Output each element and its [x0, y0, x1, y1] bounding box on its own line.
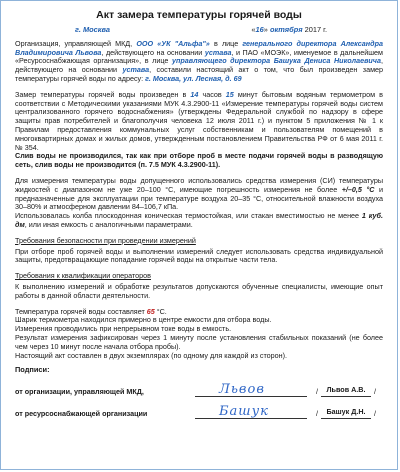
measure-hours: 14	[190, 89, 199, 99]
instr-text-1: Для измерения температуры воды допущенного использовались средства измерения (СИ) температуры жидкостей с диапазоном не уже 20–100 °С, имеющие погрешность измерения не более	[15, 175, 383, 194]
result-detail-1: Шарик термометра находился примерно в центре емкости для отбора воды.	[15, 315, 272, 325]
measure-text-3: минут бытовым водяным термометром в соответствии с Методическими указаниями МУК 4.3.2900-11 «Измерение температуры горячей воды систем централизованного горячего водоснабжения» (утверждены Федеральной службой по надзору в сфере защиты прав потребителей и благополучия человека 12 июля 2011 г.) и пунктом 5 приложения № 1 к Правилам предоставления коммунальных услуг собственникам и пользователям помещений в многоквартирных домах и жилых домов, утвержденным постановлением Правительства РФ от 6 мая 2011 г. № 354.	[15, 89, 383, 152]
mkd-signer-name: Львов А.В.	[321, 386, 371, 397]
city: г. Москва	[75, 25, 110, 34]
slash-left-rso: /	[316, 409, 318, 419]
vessel-text-2: , или иная емкость с аналогичными параметрами.	[24, 219, 193, 229]
rso-handwritten-signature: Башук	[219, 404, 269, 420]
vessel-volume: 1 куб. дм	[15, 211, 384, 229]
date-close-quote: »	[263, 25, 268, 34]
rso-signer-name: Башук Д.Н.	[321, 408, 371, 419]
mkd-representative: генерального директора Александра Владимировича Львова	[15, 38, 383, 57]
measure-text-2: часов	[198, 89, 226, 99]
result-detail-2: Измерения проводились при непрерывном токе воды в емкость.	[15, 324, 232, 334]
instr-text-2: и предназначенные для эксплуатации при температуре воздуха 20–35 °С, относительной влажности воздуха 30–80% и атмосферном давлении 84–106,7 кПа.	[15, 184, 384, 212]
accuracy: +/–0,5 °С	[341, 184, 375, 194]
date-month: октября	[269, 25, 303, 34]
slash-right-mkd: /	[374, 387, 376, 397]
safety-heading: Требования безопасности при проведении измерений	[15, 235, 196, 245]
measurement-paragraph	[15, 91, 383, 153]
result-text-2: °С.	[154, 306, 167, 316]
safety-text: При отборе проб горячей воды и выполнении измерений следует использовать средства индивидуальной защиты, предотвращающие попадание горячей воды на открытые части тела.	[15, 246, 383, 265]
instruments-paragraph	[15, 177, 383, 212]
intro-text-1: Организация, управляющей МКД,	[15, 38, 137, 48]
intro-paragraph	[15, 40, 383, 84]
rso-signature-line	[195, 404, 307, 419]
signature-row-mkd	[15, 375, 383, 397]
slash-right-rso: /	[374, 409, 376, 419]
measure-minutes: 15	[225, 89, 234, 99]
org-name: ООО «УК "Альфа"»	[136, 38, 210, 48]
address: г. Москва, ул. Лесная, д. 69	[145, 73, 242, 83]
document-title: Акт замера температуры горячей воды	[96, 9, 302, 21]
mkd-handwritten-signature: Львов	[219, 382, 265, 398]
rso-representative: управляющего директора Башука Дениса Николаевича	[171, 56, 381, 66]
city-date-row	[15, 26, 383, 35]
mkd-signature-line	[195, 382, 307, 397]
mkd-signature-label: от организации, управляющей МКД,	[15, 387, 144, 397]
measure-text-1: Замер температуры горячей воды произведен в	[15, 89, 191, 99]
drain-note: Слив воды не производился, так как при отборе проб в месте подачи горячей воды в разводящую сеть, слив воды не производится (п. 7.5 МУК 4.3.2900-11).	[15, 151, 383, 170]
intro-text-6: , составили настоящий акт о том, что был произведен замер температуры горячей воды по адресу:	[15, 65, 384, 83]
mkd-basis: устава	[204, 47, 232, 57]
signature-row-rso	[15, 397, 383, 419]
result-detail-3: Результат измерения зафиксирован через 1 минуту после установления стабильных показаний (не более чем через 10 минут после начала отбора пробы).	[15, 332, 383, 351]
temperature-value: 65	[146, 306, 155, 316]
intro-text-5: , действующего на основании	[15, 56, 383, 75]
result-text-1: Температура горячей воды составляет	[15, 306, 147, 316]
date-day: 16	[255, 25, 264, 34]
qualification-heading: Требования к квалификации операторов	[15, 271, 151, 281]
signatures-heading: Подписи:	[15, 365, 50, 375]
rso-basis: устава	[122, 65, 150, 75]
date	[251, 26, 327, 35]
vessel-text-1: Использовалась колба плоскодонная коническая термостойкая, или стакан вместимостью не менее	[15, 211, 362, 221]
intro-text-4: , и ПАО «МОЭК», именуемое в дальнейшем «Ресурсоснабжающая организация», в лице	[15, 47, 383, 66]
qualification-text: К выполнению измерений и обработке результатов допускаются обученные специалисты, имеющие опыт работы в данной области деятельности.	[15, 281, 383, 300]
vessel-paragraph	[15, 212, 383, 230]
slash-left-mkd: /	[316, 387, 318, 397]
rso-signature-label: от ресурсоснабжающей организации	[15, 409, 148, 419]
intro-text-2: в лице	[209, 38, 243, 48]
intro-text-3: , действующего на основании	[101, 47, 205, 57]
result-detail-4: Настоящий акт составлен в двух экземплярах (по одному для каждой из сторон).	[15, 350, 288, 360]
date-year: 2017 г.	[304, 25, 327, 34]
date-open-quote: «	[251, 25, 256, 34]
